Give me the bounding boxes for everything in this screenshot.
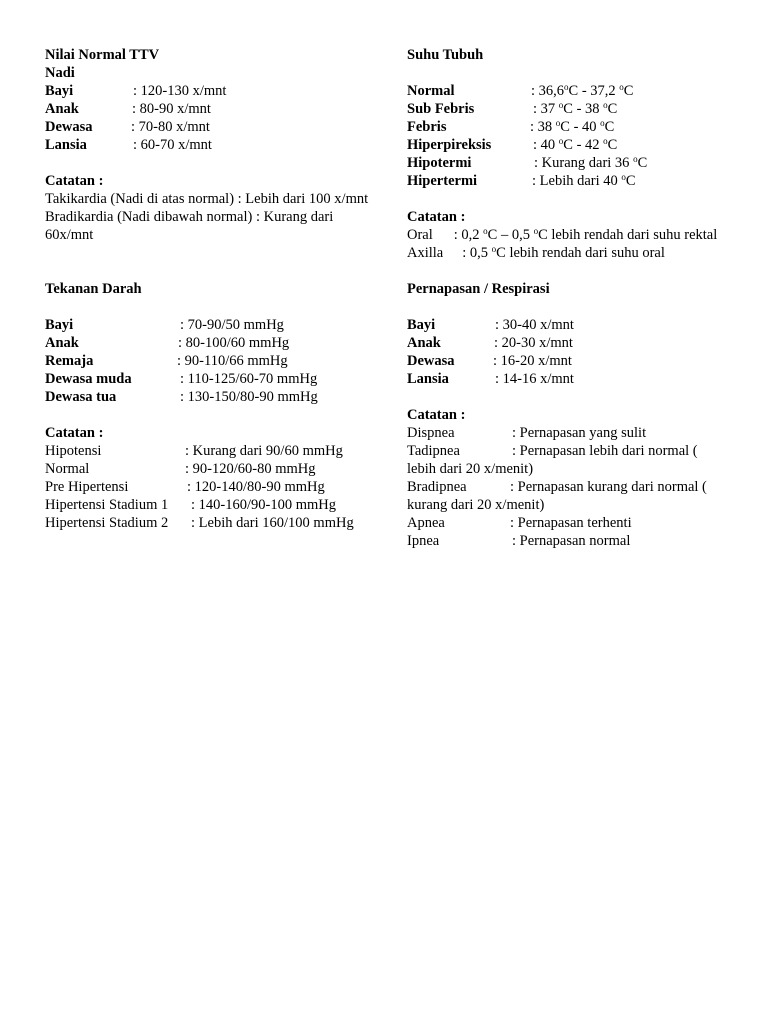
tekanan-value: : 80-100/60 mmHg xyxy=(178,335,290,351)
nadi-note-takikardia: Takikardia (Nadi di atas normal) : Lebih dari 100 x/mnt xyxy=(45,191,369,207)
tekanan-row xyxy=(45,388,375,406)
suhu-row xyxy=(407,154,742,172)
nadi-label: Bayi xyxy=(45,83,74,99)
suhu-note-oral: Oral : 0,2 $^o$C – 0,5 $^o$C lebih rendah dari suhu rektal xyxy=(407,226,718,243)
tekanan-note-label: Hipertensi Stadium 2 xyxy=(45,515,169,531)
nadi-row xyxy=(45,136,375,154)
left-column xyxy=(45,46,375,532)
tekanan-note-label: Hipertensi Stadium 1 xyxy=(45,497,169,513)
pernapasan-note-label: Dispnea xyxy=(407,425,455,441)
tekanan-value: : 130-150/80-90 mmHg xyxy=(180,389,318,405)
nadi-value: : 70-80 x/mnt xyxy=(131,119,210,135)
tekanan-label: Dewasa tua xyxy=(45,389,117,405)
suhu-catatan-heading: Catatan : xyxy=(407,209,466,225)
tekanan-note-row xyxy=(45,496,375,514)
tekanan-note-label: Pre Hipertensi xyxy=(45,479,129,495)
tekanan-note-row xyxy=(45,478,375,496)
pernapasan-value: : 30-40 x/mnt xyxy=(495,317,574,333)
tekanan-note-row xyxy=(45,442,375,460)
nadi-catatan-heading: Catatan : xyxy=(45,173,104,189)
suhu-value: : Lebih dari 40 $^o$C xyxy=(532,172,636,189)
nadi-row xyxy=(45,82,375,100)
tekanan-note-value: : Kurang dari 90/60 mmHg xyxy=(185,443,343,459)
pernapasan-note-row xyxy=(407,424,742,442)
suhu-label: Febris xyxy=(407,119,447,135)
pernapasan-note-row xyxy=(407,514,742,532)
tekanan-value: : 70-90/50 mmHg xyxy=(180,317,284,333)
nadi-row xyxy=(45,118,375,136)
pernapasan-label: Anak xyxy=(407,335,441,351)
pernapasan-value: : 20-30 x/mnt xyxy=(494,335,573,351)
pernapasan-note-continuation: lebih dari 20 x/menit) xyxy=(407,461,534,477)
suhu-note-axilla: Axilla : 0,5 $^o$C lebih rendah dari suhu oral xyxy=(407,244,665,261)
pernapasan-note-value: : Pernapasan kurang dari normal ( xyxy=(510,479,707,495)
pernapasan-note-row xyxy=(407,532,742,550)
pernapasan-catatan-heading: Catatan : xyxy=(407,407,466,423)
nadi-value: : 60-70 x/mnt xyxy=(133,137,212,153)
suhu-label: Hipotermi xyxy=(407,155,472,171)
pernapasan-row xyxy=(407,316,742,334)
pernapasan-note-continuation: kurang dari 20 x/menit) xyxy=(407,497,545,513)
nadi-heading: Nadi xyxy=(45,65,75,81)
tekanan-label: Remaja xyxy=(45,353,94,369)
pernapasan-row xyxy=(407,334,742,352)
tekanan-darah-heading: Tekanan Darah xyxy=(45,281,142,297)
right-column xyxy=(407,46,742,550)
suhu-value: : 38 $^o$C - 40 $^o$C xyxy=(530,118,615,135)
pernapasan-row xyxy=(407,370,742,388)
pernapasan-label: Dewasa xyxy=(407,353,455,369)
suhu-row xyxy=(407,172,742,190)
pernapasan-heading: Pernapasan / Respirasi xyxy=(407,281,550,297)
tekanan-label: Anak xyxy=(45,335,79,351)
tekanan-label: Bayi xyxy=(45,317,74,333)
suhu-row xyxy=(407,118,742,136)
tekanan-note-row xyxy=(45,460,375,478)
tekanan-note-label: Normal xyxy=(45,461,90,477)
tekanan-row xyxy=(45,316,375,334)
pernapasan-label: Lansia xyxy=(407,371,449,387)
tekanan-note-label: Hipotensi xyxy=(45,443,102,459)
nadi-label: Lansia xyxy=(45,137,87,153)
tekanan-value: : 90-110/66 mmHg xyxy=(177,353,288,369)
nadi-note-bradikardia: Bradikardia (Nadi dibawah normal) : Kurang dari 60x/mnt xyxy=(45,209,334,243)
pernapasan-value: : 16-20 x/mnt xyxy=(493,353,572,369)
suhu-label: Sub Febris xyxy=(407,101,475,117)
nadi-value: : 80-90 x/mnt xyxy=(132,101,211,117)
pernapasan-note-value: : Pernapasan normal xyxy=(512,533,631,549)
tekanan-note-value: : Lebih dari 160/100 mmHg xyxy=(191,515,354,531)
nadi-label: Dewasa xyxy=(45,119,93,135)
pernapasan-note-label: Bradipnea xyxy=(407,479,467,495)
pernapasan-note-value: : Pernapasan lebih dari normal ( xyxy=(512,443,698,459)
tekanan-row xyxy=(45,352,375,370)
suhu-label: Hipertermi xyxy=(407,173,478,189)
tekanan-value: : 110-125/60-70 mmHg xyxy=(180,371,318,387)
nadi-row xyxy=(45,100,375,118)
pernapasan-note-label: Ipnea xyxy=(407,533,440,549)
suhu-value: : 36,6$^o$C - 37,2 $^o$C xyxy=(531,82,634,99)
suhu-value: : 40 $^o$C - 42 $^o$C xyxy=(533,136,618,153)
suhu-label: Hiperpireksis xyxy=(407,137,492,153)
tekanan-note-value: : 140-160/90-100 mmHg xyxy=(191,497,336,513)
tekanan-catatan-heading: Catatan : xyxy=(45,425,104,441)
suhu-tubuh-heading: Suhu Tubuh xyxy=(407,47,484,63)
pernapasan-label: Bayi xyxy=(407,317,436,333)
tekanan-note-row xyxy=(45,514,375,532)
document-title: Nilai Normal TTV xyxy=(45,47,160,63)
tekanan-row xyxy=(45,334,375,352)
tekanan-note-value: : 90-120/60-80 mmHg xyxy=(185,461,316,477)
suhu-value: : Kurang dari 36 $^o$C xyxy=(534,154,648,171)
pernapasan-row xyxy=(407,352,742,370)
suhu-value: : 37 $^o$C - 38 $^o$C xyxy=(533,100,618,117)
suhu-row xyxy=(407,100,742,118)
pernapasan-note-label: Apnea xyxy=(407,515,445,531)
suhu-label: Normal xyxy=(407,83,455,99)
tekanan-note-value: : 120-140/80-90 mmHg xyxy=(187,479,325,495)
pernapasan-note-row xyxy=(407,442,742,460)
pernapasan-note-label: Tadipnea xyxy=(407,443,460,459)
tekanan-row xyxy=(45,370,375,388)
pernapasan-note-row xyxy=(407,478,742,496)
nadi-value: : 120-130 x/mnt xyxy=(133,83,227,99)
suhu-row xyxy=(407,136,742,154)
suhu-row xyxy=(407,82,742,100)
pernapasan-note-value: : Pernapasan yang sulit xyxy=(512,425,647,441)
pernapasan-value: : 14-16 x/mnt xyxy=(495,371,574,387)
pernapasan-note-value: : Pernapasan terhenti xyxy=(510,515,632,531)
tekanan-label: Dewasa muda xyxy=(45,371,132,387)
nadi-label: Anak xyxy=(45,101,79,117)
